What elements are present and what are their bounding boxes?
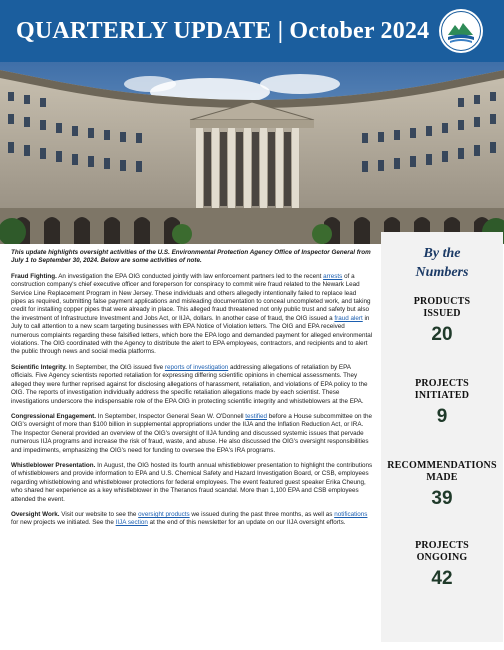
stat-projects-initiated [381, 378, 503, 428]
section-heading: Whistleblower Presentation. [11, 461, 96, 469]
fraud-alert-link[interactable]: fraud alert [334, 314, 363, 322]
header-banner [0, 0, 504, 62]
fraud-fighting-paragraph: Fraud Fighting. An investigation the EPA OIG conducted jointly with law enforcement partners led to the recent arrests of a construction company's chief executive officer and foreperson for conspiracy to commit wire fraud related to the Newark Lead Service Line Replacement Program in New Jersey. These individuals and others allegedly intentionally failed to replace lead pipes as required, submitting false payment applications and misleading documentation to conceal uncompleted work, and taking credit for installing copper pipes that were already in place. This alleged fraud threatened not only public trust and safety but also the investment of Infrastructure Investment and Jobs Act, or IIJA, dollars. In another case of fraud, the OIG issued a fraud alert in July to call attention to a new scam targeting businesses with EPA Notice of Violation letters. The OIG and EPA received numerous complaints regarding these falsified letters, which bore the EPA logo and demanded payment for alleged environmental violations. The OIG coordinated with the Agency to distribute the alert to EPA employees, contractors, and recipients and to alert the public through news and social media platforms. [11, 272, 373, 356]
stat-value: 42 [431, 568, 453, 589]
iija-section-link[interactable]: IIJA section [115, 519, 148, 527]
stat-label: PROJECTS [415, 378, 469, 389]
notifications-link[interactable]: notifications [334, 510, 368, 518]
stat-value: 39 [431, 488, 453, 509]
whistleblower-paragraph: Whistleblower Presentation. In August, the OIG hosted its fourth annual whistleblower presentation to highlight the contributions of whistleblowers and provide information to EPA and U.S. Chemical Safety and Hazard Investigation Board, or CSB, employees regarding whistleblowing and whistleblower protections for federal employees. The event featured guest speaker Erika Cheung, who shared her experience as a key whistleblower in the Theranos fraud scandal. More than 1,100 EPA and CSB employees attended the event. [11, 461, 373, 503]
article-body [11, 249, 373, 535]
congressional-engagement-paragraph: Congressional Engagement. In September, Inspector General Sean W. O'Donnell testified before a House subcommittee on the OIG's oversight of more than $100 billion in supplemental appropriations under the IIJA and the Inflation Reduction Act, or IRA. The Inspector General provided an overview of the OIG's oversight of IIJA funding and discussed systemic issues that pervade numerous IIJA programs and increase the risk of fraud, waste, and abuse. He also discussed the OIG's oversight responsibilities and impediments, emphasizing the OIG's need for funding to oversee the EPA's IRA programs. [11, 412, 373, 454]
scientific-integrity-paragraph: Scientific Integrity. In September, the OIG issued five reports of investigation addressing allegations of retaliation by EPA officials. Five Agency scientists reported retaliation for expressing differing scientific opinions in chemical assessments. They alleged they were further reprised against for disclosing allegations of harassment, retaliation, and violations of EPA policy to the OIG. The reports of investigation individually address the specific retaliation allegations made by each scientist. These investigations underscore the indispensable role of the EPA OIG in protecting scientific integrity and whistleblowers at the EPA. [11, 363, 368, 405]
hero-photo [0, 62, 504, 244]
stat-products-issued [381, 296, 503, 346]
oversight-work-paragraph: Oversight Work. Visit our website to see the oversight products we issued during the past three months, as well as notifications for new projects we initiated. See the IIJA section at the end of this newsletter for an update on our IIJA oversight efforts. [11, 510, 368, 527]
stat-label: PRODUCTS [413, 296, 471, 307]
stat-projects-ongoing [381, 540, 503, 590]
epa-oig-seal-icon [438, 8, 484, 54]
section-heading: Scientific Integrity. [11, 363, 67, 371]
testified-link[interactable]: testified [245, 412, 267, 420]
stat-label: PROJECTS [415, 540, 469, 551]
sidebar-title: By the Numbers [415, 246, 469, 280]
stat-label: RECOMMENDATIONS [387, 460, 497, 471]
stat-value: 9 [436, 406, 448, 427]
oversight-products-link[interactable]: oversight products [138, 510, 190, 518]
stat-value: 20 [431, 324, 453, 345]
reports-of-investigation-link[interactable]: reports of investigation [164, 363, 229, 371]
stat-label: ISSUED [423, 308, 461, 319]
arrests-link[interactable]: arrests [323, 272, 343, 280]
section-heading: Oversight Work. [11, 510, 60, 518]
stat-label: MADE [426, 472, 458, 483]
stat-label: INITIATED [414, 390, 470, 401]
page-title: QUARTERLY UPDATE | October 2024 [16, 18, 430, 44]
by-the-numbers-sidebar [381, 232, 503, 642]
stat-label: ONGOING [416, 552, 468, 563]
intro-paragraph: This update highlights oversight activities of the U.S. Environmental Protection Agency Office of Inspector General from July 1 to September 30, 2024. Below are some activities of note. [11, 249, 371, 265]
section-heading: Fraud Fighting. [11, 272, 57, 280]
section-heading: Congressional Engagement. [11, 412, 97, 420]
stat-recommendations-made [381, 460, 503, 510]
